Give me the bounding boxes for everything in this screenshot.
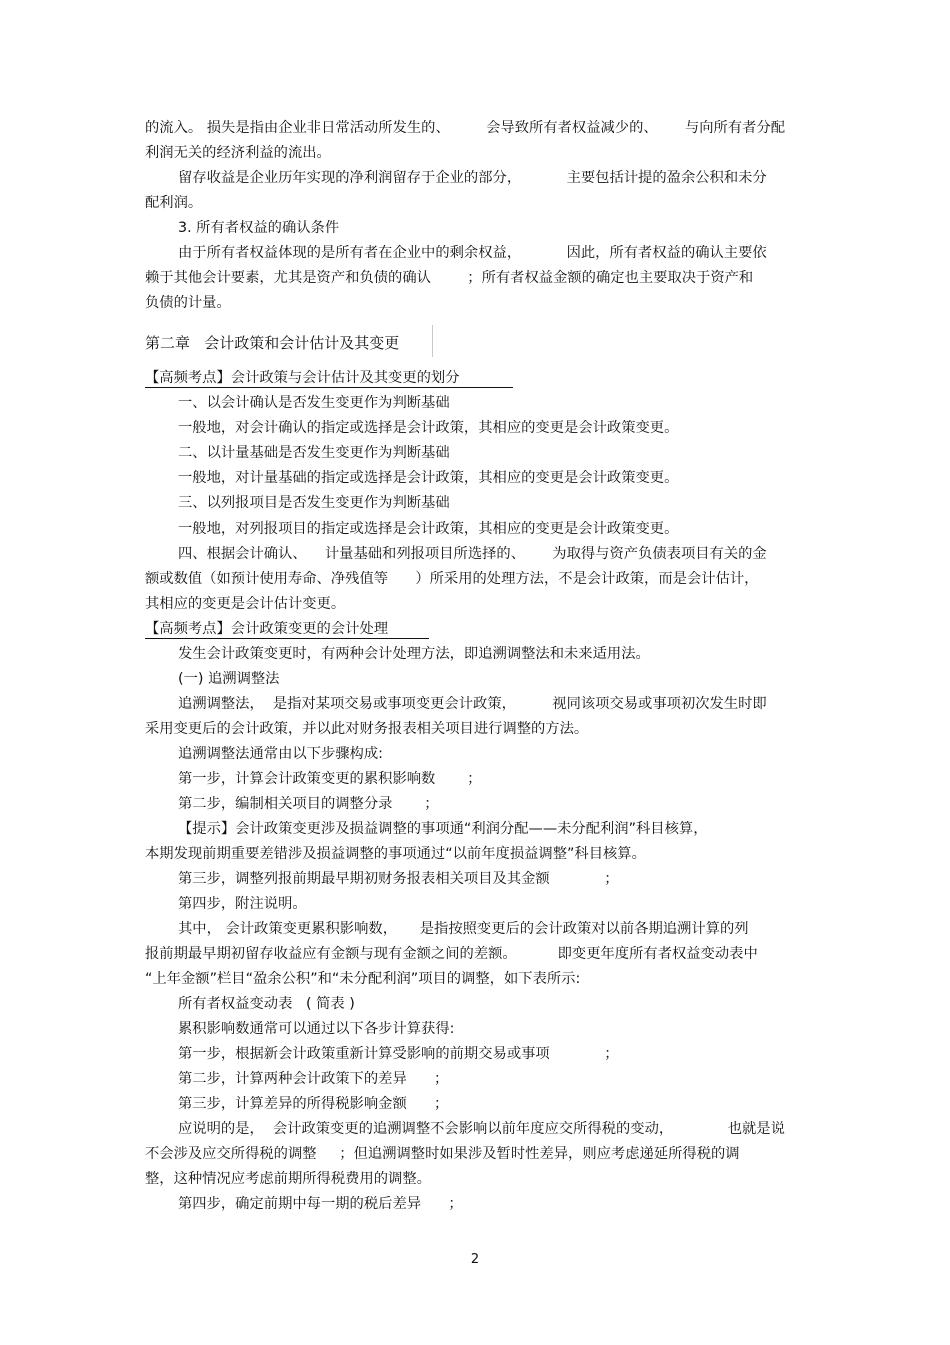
body-line: 赖于其他会计要素，尤其是资产和负债的确认 ；所有者权益金额的确定也主要取决于资产和 <box>145 270 754 286</box>
body-line: 一般地，对会计确认的指定或选择是会计政策，其相应的变更是会计政策变更。 <box>178 420 679 436</box>
body-line: 一、以会计确认是否发生变更作为判断基础 <box>178 395 450 411</box>
body-line: 三、以列报项目是否发生变更作为判断基础 <box>178 495 450 511</box>
body-line: 第四步，附注说明。 <box>178 896 307 912</box>
body-line: 不会涉及应交所得税的调整 ；但追溯调整时如果涉及暂时性差异，则应考虑递延所得税的调 <box>145 1146 740 1162</box>
body-line: 额或数值（如预计使用寿命、净残值等 ）所采用的处理方法，不是会计政策，而是会计估计， <box>145 571 759 587</box>
body-line: 追溯调整法， 是指对某项交易或事项变更会计政策， 视同该项交易或事项初次发生时即 <box>178 696 767 712</box>
body-line: 累积影响数通常可以通过以下各步计算获得: <box>178 1021 455 1037</box>
body-line: 留存收益是企业历年实现的净利润留存于企业的部分， 主要包括计提的盈余公积和未分 <box>178 170 767 186</box>
body-line: 二、以计量基础是否发生变更作为判断基础 <box>178 445 450 461</box>
body-line: 负债的计量。 <box>145 295 231 311</box>
page-number: 2 <box>470 1252 480 1267</box>
body-line: 第三步，计算差异的所得税影响金额 ； <box>178 1096 449 1112</box>
body-line: 利润无关的经济利益的流出。 <box>145 145 331 161</box>
body-line: 第四步，确定前期中每一期的税后差异 ； <box>178 1196 463 1212</box>
subheading-line: 3. 所有者权益的确认条件 <box>178 220 340 236</box>
body-line: 第二步，编制相关项目的调整分录 ； <box>178 796 439 812</box>
body-line: 本期发现前期重要差错涉及损益调整的事项通过“以前年度损益调整”科目核算。 <box>145 846 646 862</box>
body-line: 一般地，对计量基础的指定或选择是会计政策，其相应的变更是会计政策变更。 <box>178 470 679 486</box>
body-line: 应说明的是， 会计政策变更的追溯调整不会影响以前年度应交所得税的变动， 也就是说 <box>178 1121 785 1137</box>
body-line: 第一步，计算会计政策变更的累积影响数 ； <box>178 771 482 787</box>
section-heading: 【高频考点】会计政策变更的会计处理 <box>145 621 389 637</box>
body-line: 一般地，对列报项目的指定或选择是会计政策，其相应的变更是会计政策变更。 <box>178 521 679 537</box>
subheading-line: (一) 追溯调整法 <box>178 671 280 687</box>
body-line: 的流入。 损失是指由企业非日常活动所发生的、 会导致所有者权益减少的、 与向所有者分配 <box>145 120 786 136</box>
body-line: 四、根据会计确认、 计量基础和列报项目所选择的、 为取得与资产负债表项目有关的金 <box>178 546 767 562</box>
body-line: 其相应的变更是会计估计变更。 <box>145 596 346 612</box>
body-line: 由于所有者权益体现的是所有者在企业中的剩余权益， 因此，所有者权益的确认主要依 <box>178 245 767 261</box>
body-line: 第二步，计算两种会计政策下的差异 ； <box>178 1071 449 1087</box>
section-heading-underline <box>145 638 429 639</box>
section-heading-underline <box>145 387 513 388</box>
body-line: 配利润。 <box>145 195 203 211</box>
body-line: “上年金额”栏目“盈余公积”和“未分配利润”项目的调整，如下表所示: <box>145 971 581 987</box>
body-line: 第一步，根据新会计政策重新计算受影响的前期交易或事项 ； <box>178 1046 619 1062</box>
chapter-title: 第二章 会计政策和会计估计及其变更 <box>145 334 400 352</box>
body-line: 追溯调整法通常由以下步骤构成: <box>178 746 383 762</box>
body-line: 【提示】会计政策变更涉及损益调整的事项通“利润分配——未分配利润”科目核算， <box>178 821 708 837</box>
chapter-divider <box>432 325 433 357</box>
section-heading: 【高频考点】会计政策与会计估计及其变更的划分 <box>145 370 460 386</box>
body-line: 第三步，调整列报前期最早期初财务报表相关项目及其金额 ； <box>178 871 619 887</box>
body-line: 发生会计政策变更时，有两种会计处理方法，即追溯调整法和未来适用法。 <box>178 646 650 662</box>
body-line: 报前期最早期初留存收益应有金额与现有金额之间的差额。 即变更年度所有者权益变动表中 <box>145 946 758 962</box>
body-line: 整，这种情况应考虑前期所得税费用的调整。 <box>145 1171 431 1187</box>
body-line: 其中， 会计政策变更累积影响数， 是指按照变更后的会计政策对以前各期追溯计算的列 <box>178 921 749 937</box>
body-line: 采用变更后的会计政策，并以此对财务报表相关项目进行调整的方法。 <box>145 721 589 737</box>
body-line: 所有者权益变动表 ( 简表 ) <box>178 996 355 1012</box>
